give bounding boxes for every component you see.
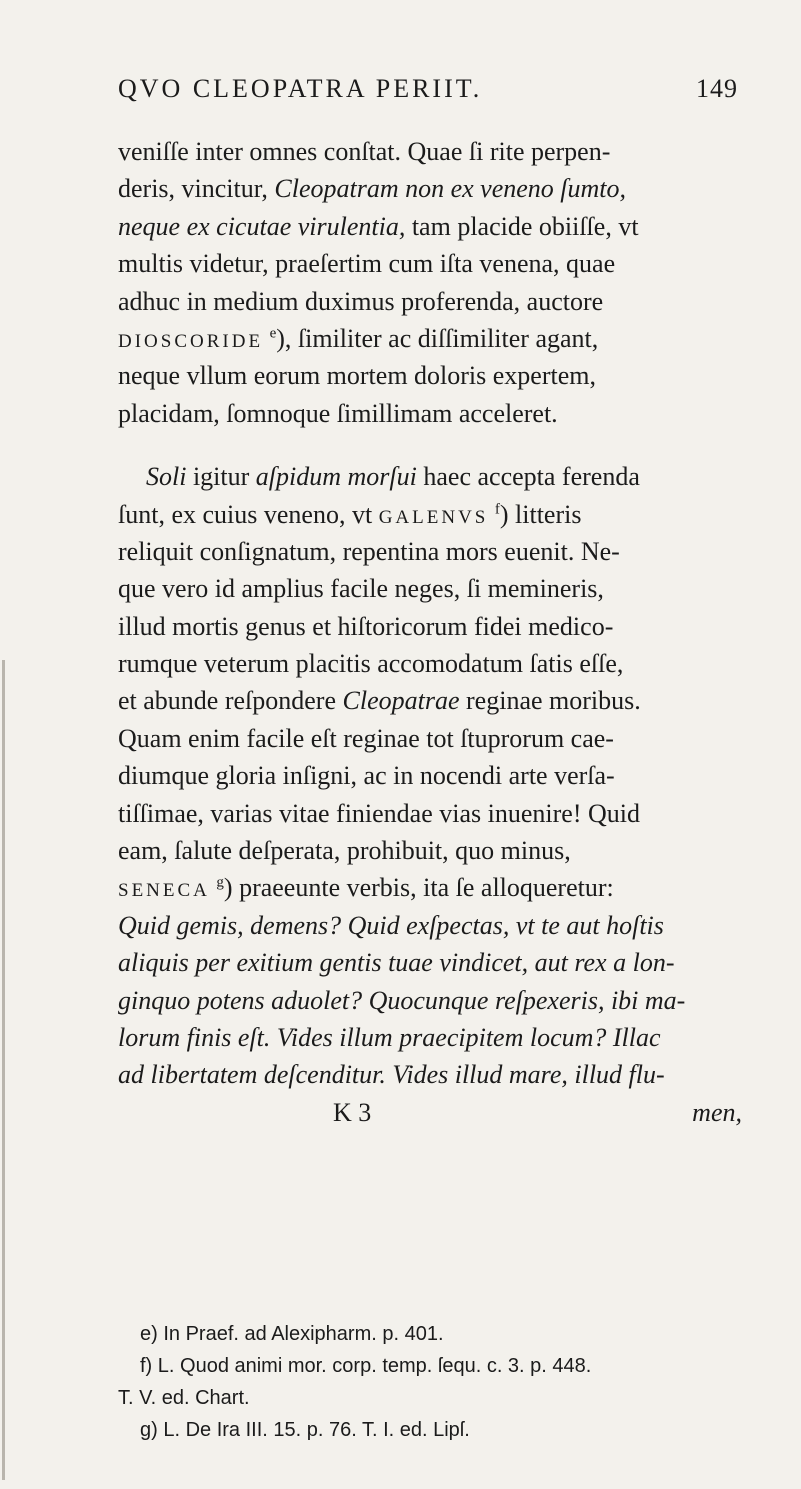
text-line: veniſſe inter omnes conſtat. Quae ſi rite perpen- (118, 137, 611, 166)
signature-mark: K 3 (333, 1097, 372, 1127)
author-name: DIOSCORIDE (118, 330, 264, 352)
text-line: illud mortis genus et hiſtoricorum fidei medico- (118, 611, 614, 641)
text-line: diumque gloria inſigni, ac in nocendi arte verſa- (118, 761, 615, 791)
text-line: reliquit conſignatum, repentina mors euenit. Ne- (118, 536, 620, 566)
footnotes (118, 1318, 742, 1446)
text-line: multis videtur, praeſertim cum iſta venena, quae (118, 249, 616, 279)
footnote-marker: e (269, 325, 277, 342)
text-line: ſunt, ex cuius veneno, vt GALENVS $^f$) litteris (118, 499, 582, 529)
text-line: adhuc in medium duximus proferenda, auctore (118, 286, 604, 316)
footnote-marker: f (494, 500, 500, 517)
quotation-line: ad libertatem deſcenditur. Vides illud mare, illud flu- (118, 1060, 665, 1090)
text-line: Quam enim facile eſt reginae tot ſtuprorum cae- (118, 723, 614, 753)
signature-line (118, 1094, 742, 1131)
text-line: et abunde reſpondere Cleopatrae reginae moribus. (118, 686, 641, 716)
catchword: men, (692, 1097, 742, 1127)
running-header (118, 74, 738, 114)
footnote-continuation: T. V. ed. Chart. (118, 1387, 250, 1409)
quotation-line: ginquo potens aduolet? Quocunque reſpexeris, ibi ma- (118, 985, 686, 1015)
main-text (118, 133, 742, 1131)
text-line: neque vllum eorum mortem doloris expertem, (118, 361, 596, 391)
text-line: neque ex cicutae virulentia, tam placide obiiſſe, vt (118, 211, 639, 241)
page-number: 149 (696, 74, 738, 103)
text-line: tiſſimae, varias vitae finiendae vias inuenire! Quid (118, 798, 640, 828)
text-line: eam, ſalute deſperata, prohibuit, quo minus, (118, 836, 571, 866)
text-line: DIOSCORIDE $^e$), ſimiliter ac diſſimiliter agant, (118, 323, 599, 353)
quotation-line: Quid gemis, demens? Quid exſpectas, vt te aut hoſtis (118, 910, 664, 940)
footnote: e) In Praef. ad Alexipharm. p. 401. (140, 1323, 444, 1345)
footnote: f) L. Quod animi mor. corp. temp. ſequ. c. 3. p. 448. (140, 1355, 592, 1377)
text-line: SENECA $^g$) praeeunte verbis, ita ſe alloqueretur: (118, 873, 614, 903)
quotation-line: aliquis per exitium gentis tuae vindicet, aut rex a lon- (118, 948, 675, 978)
text-line: deris, vincitur, Cleopatram non ex veneno ſumto, (118, 174, 627, 204)
author-name: GALENVS (378, 506, 489, 528)
page-edge-shadow (2, 660, 5, 1480)
footnote: g) L. De Ira III. 15. p. 76. T. I. ed. Lipſ. (140, 1419, 470, 1441)
text-line: placidam, ſomnoque ſimillimam acceleret. (118, 398, 558, 428)
author-name: SENECA (118, 880, 210, 902)
footnote-marker: g (216, 874, 224, 891)
text-line: que vero id amplius facile neges, ſi memineris, (118, 574, 604, 604)
text-line: rumque veterum placitis accomodatum ſatis eſſe, (118, 649, 624, 679)
quotation-line: lorum finis eſt. Vides illum praecipitem locum? Illac (118, 1022, 661, 1052)
running-title: QVO CLEOPATRA PERIIT. (118, 74, 483, 103)
text-line: Soli igitur aſpidum morſui haec accepta ferenda (146, 462, 640, 492)
